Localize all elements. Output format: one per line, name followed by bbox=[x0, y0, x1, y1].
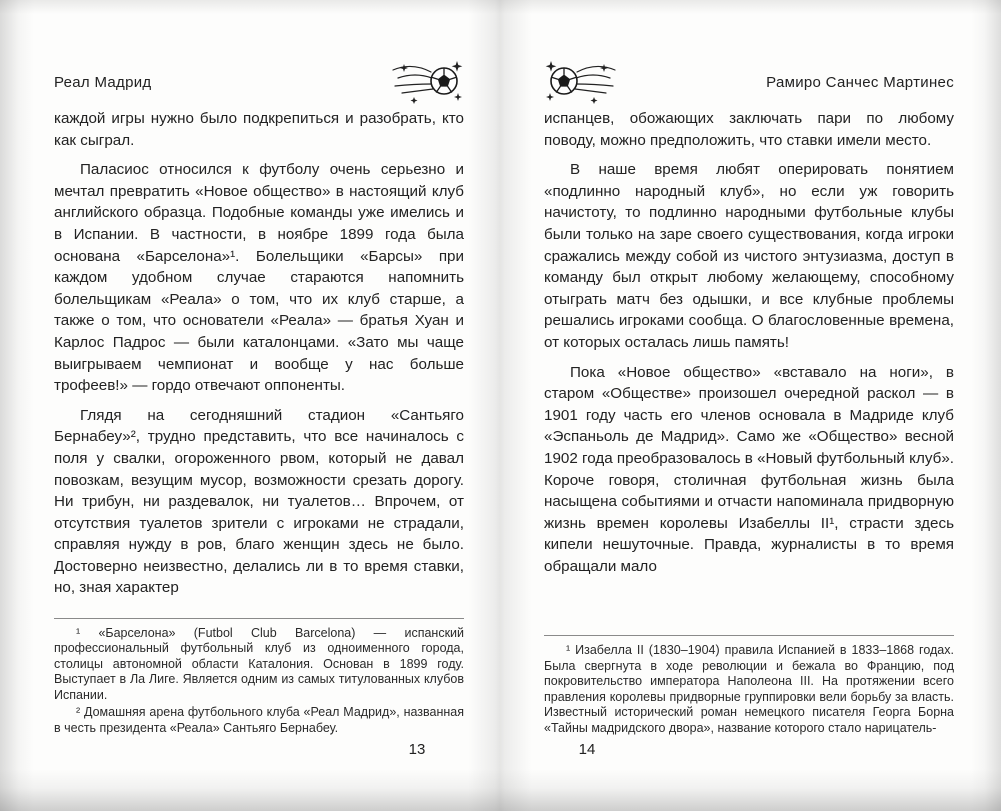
footnotes bbox=[54, 618, 464, 739]
scan-edge-shadow-left bbox=[0, 0, 34, 811]
page-number-right: 14 bbox=[578, 741, 596, 758]
paragraph: Пока «Новое общество» «вставало на ноги», в старом «Обществе» произошел очередной раскол — в 1901 году часть его членов основала в Мадриде клуб «Эспаньоль де Мадрид». Само же «Общество» весной 1902 года преобразовалось в «Новый футбольный клуб». Короче говоря, столичная футбольная жизнь была насыщена событиями и отчасти напоминала придворную жизнь времен королевы Изабеллы II¹, страсти здесь кипели нешуточные. Правда, журналисты в то время обращали мало bbox=[544, 363, 954, 575]
page-number-left: 13 bbox=[408, 741, 426, 758]
footnote: ² Домашняя арена футбольного клуба «Реал Мадрид», названная в честь президента «Реала» Сантьяго Бернабеу. bbox=[54, 705, 464, 735]
footnote-separator bbox=[54, 618, 464, 619]
paragraph: каждой игры нужно было подкрепиться и разобрать, кто как сыграл. bbox=[54, 110, 464, 149]
soccer-ball-comet-icon bbox=[544, 59, 618, 105]
footnote-separator bbox=[544, 635, 954, 636]
running-head-title: Реал Мадрид bbox=[54, 73, 152, 91]
page-body bbox=[54, 108, 464, 599]
running-head-left bbox=[54, 58, 464, 106]
scan-edge-shadow-right bbox=[971, 0, 1001, 811]
paragraph: Паласиос относился к футболу очень серьезно и мечтал превратить «Новое общество» в настоящий клуб английского образца. Подобные команды уже имелись и в Испании. В частности, в ноябре 1899 года была основана «Барселона»¹. Болельщики «Барсы» при каждом удобном случае стараются напомнить болельщикам «Реала» о том, что их клуб старше, а также о том, что основатели «Реала» — братья Хуан и Карлос Падрос — были каталонцами. «Зато мы чаще выигрываем чемпионат и вообще у нас больше трофеев!» — гордо отвечают оппоненты. bbox=[54, 161, 464, 395]
paragraph: Глядя на сегодняшний стадион «Сантьяго Бернабеу»², трудно представить, что все начиналось с поля у свалки, огороженного рвом, который не давал повозкам, везущим мусор, возможности срезать дорогу. Ни трибун, ни раздевалок, ни туалетов… Впрочем, от отсутствия туалетов зрители с игроками не страдали, справляя нужду в ров, благо женщин здесь не было. Достоверно неизвестно, делались ли в то время ставки, но, зная характер bbox=[54, 406, 464, 597]
footnotes bbox=[544, 635, 954, 738]
footnote: ¹ «Барселона» (Futbol Club Barcelona) — испанский профессиональный футбольный клуб из одноименного города, столицы автономной области Каталония. Основан в 1899 году. Выступает в Ла Лиге. Является одним из самых титулованных клубов Испании. bbox=[54, 625, 464, 702]
paragraph: В наше время любят оперировать понятием «подлинно народный клуб», но если уж говорить начистоту, то подлинно народными футбольные клубы были только на заре своего существования, когда игроки сражались между собой из чистого энтузиазма, доступ в команду был открыт любому желающему, способному отыграть матч без одышки, и все клубные проблемы решались игроками сообща. О благословенные времена, от которых осталась лишь память! bbox=[544, 161, 954, 351]
book-gutter-shadow bbox=[468, 0, 532, 811]
running-head-right bbox=[544, 58, 954, 106]
page-right bbox=[544, 58, 954, 738]
soccer-ball-comet-icon bbox=[390, 59, 464, 105]
running-head-title: Рамиро Санчес Мартинес bbox=[766, 73, 954, 91]
page-body bbox=[544, 108, 954, 577]
footnote: ¹ Изабелла II (1830–1904) правила Испанией в 1833–1868 годах. Была свергнута в ходе революции и бежала во Францию, под покровительство императора Наполеона III. На протяжении всего правления королевы придворные группировки вели борьбу за власть. Известный исторический роман немецкого писателя Георга Борна «Тайны мадридского двора», название которого стало нарицатель- bbox=[544, 643, 954, 735]
paragraph: испанцев, обожающих заключать пари по любому поводу, можно предположить, что ставки имели место. bbox=[544, 110, 954, 149]
page-left bbox=[54, 58, 464, 738]
